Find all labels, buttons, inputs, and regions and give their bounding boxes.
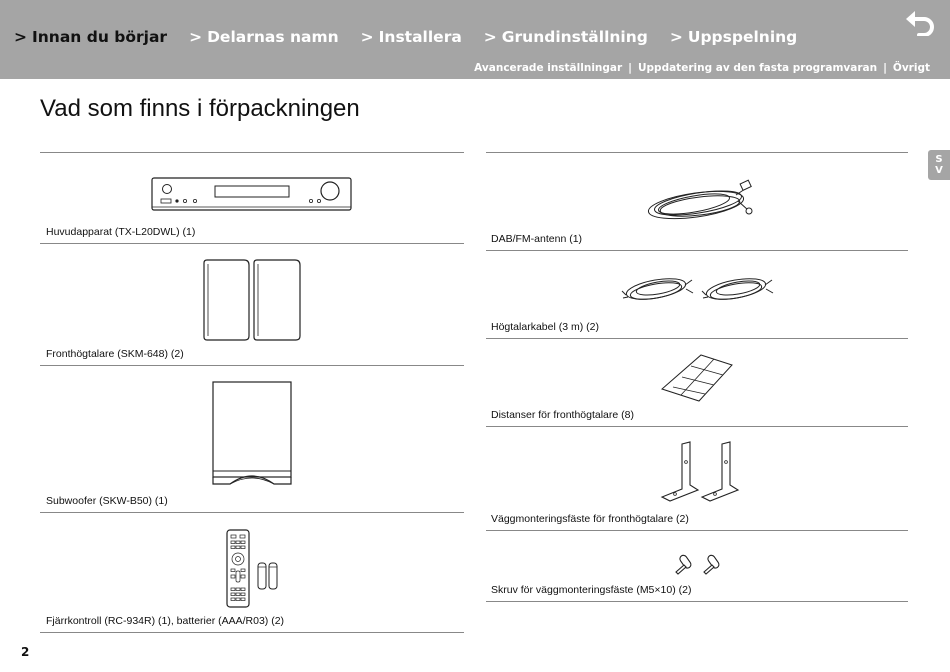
list-item: [40, 152, 464, 243]
item-label: Huvudapparat (TX-L20DWL) (1): [46, 226, 196, 238]
right-item-list: [486, 152, 908, 602]
nav-item-label: Innan du börjar: [32, 28, 168, 46]
subnav-separator: |: [883, 62, 887, 74]
nav-item-label: Uppspelning: [687, 28, 798, 46]
nav-item-innan-du-borjar[interactable]: [14, 28, 167, 46]
sub-nav: [474, 62, 930, 74]
lang-letter: S: [935, 154, 943, 165]
subnav-link-uppdatering[interactable]: Uppdatering av den fasta programvaran: [638, 62, 878, 74]
left-item-list: [40, 152, 464, 633]
item-label: Skruv för väggmonteringsfäste (M5×10) (2): [491, 584, 692, 596]
nav-item-label: Installera: [378, 28, 462, 46]
header-bar: [0, 0, 950, 79]
nav-chevron: >: [14, 28, 27, 46]
subnav-link-avancerade[interactable]: Avancerade inställningar: [474, 62, 623, 74]
list-item: [486, 338, 908, 426]
nav-chevron: >: [189, 28, 203, 46]
item-label: Väggmonteringsfäste för fronthögtalare (2): [491, 513, 689, 525]
list-item: [40, 365, 464, 512]
subnav-link-ovrigt[interactable]: Övrigt: [892, 62, 930, 74]
list-item: [486, 250, 908, 338]
page-title: Vad som finns i förpackningen: [40, 95, 360, 122]
language-tab[interactable]: [928, 150, 950, 180]
subwoofer-icon: [40, 366, 464, 512]
nav-chevron: >: [669, 28, 683, 46]
list-item: [40, 512, 464, 633]
item-label: Fjärrkontroll (RC-934R) (1), batterier (AAA/R03) (2): [46, 615, 285, 627]
nav-item-label: Delarnas namn: [207, 28, 339, 46]
item-label: Fronthögtalare (SKM-648) (2): [46, 348, 184, 360]
front-speakers-icon: [40, 244, 464, 365]
item-label: Subwoofer (SKW-B50) (1): [46, 495, 168, 507]
nav-item-installera[interactable]: [361, 28, 462, 46]
list-item: [40, 243, 464, 365]
item-label: Högtalarkabel (3 m) (2): [491, 321, 599, 333]
nav-item-delarnas-namn[interactable]: [189, 28, 339, 46]
main-nav: [14, 28, 819, 46]
lang-letter: V: [935, 165, 943, 176]
return-arrow-icon[interactable]: [904, 8, 938, 36]
list-item: [486, 426, 908, 530]
nav-item-label: Grundinställning: [501, 28, 648, 46]
nav-chevron: >: [360, 28, 374, 46]
nav-item-grundinstallning[interactable]: [484, 28, 648, 46]
page-number: 2: [21, 645, 30, 659]
item-label: Distanser för fronthögtalare (8): [491, 409, 634, 421]
nav-item-uppspelning[interactable]: [670, 28, 797, 46]
subnav-separator: |: [628, 62, 633, 74]
list-item: [486, 152, 908, 250]
list-item: [486, 530, 908, 602]
item-label: DAB/FM-antenn (1): [491, 233, 583, 245]
nav-chevron: >: [483, 28, 497, 46]
